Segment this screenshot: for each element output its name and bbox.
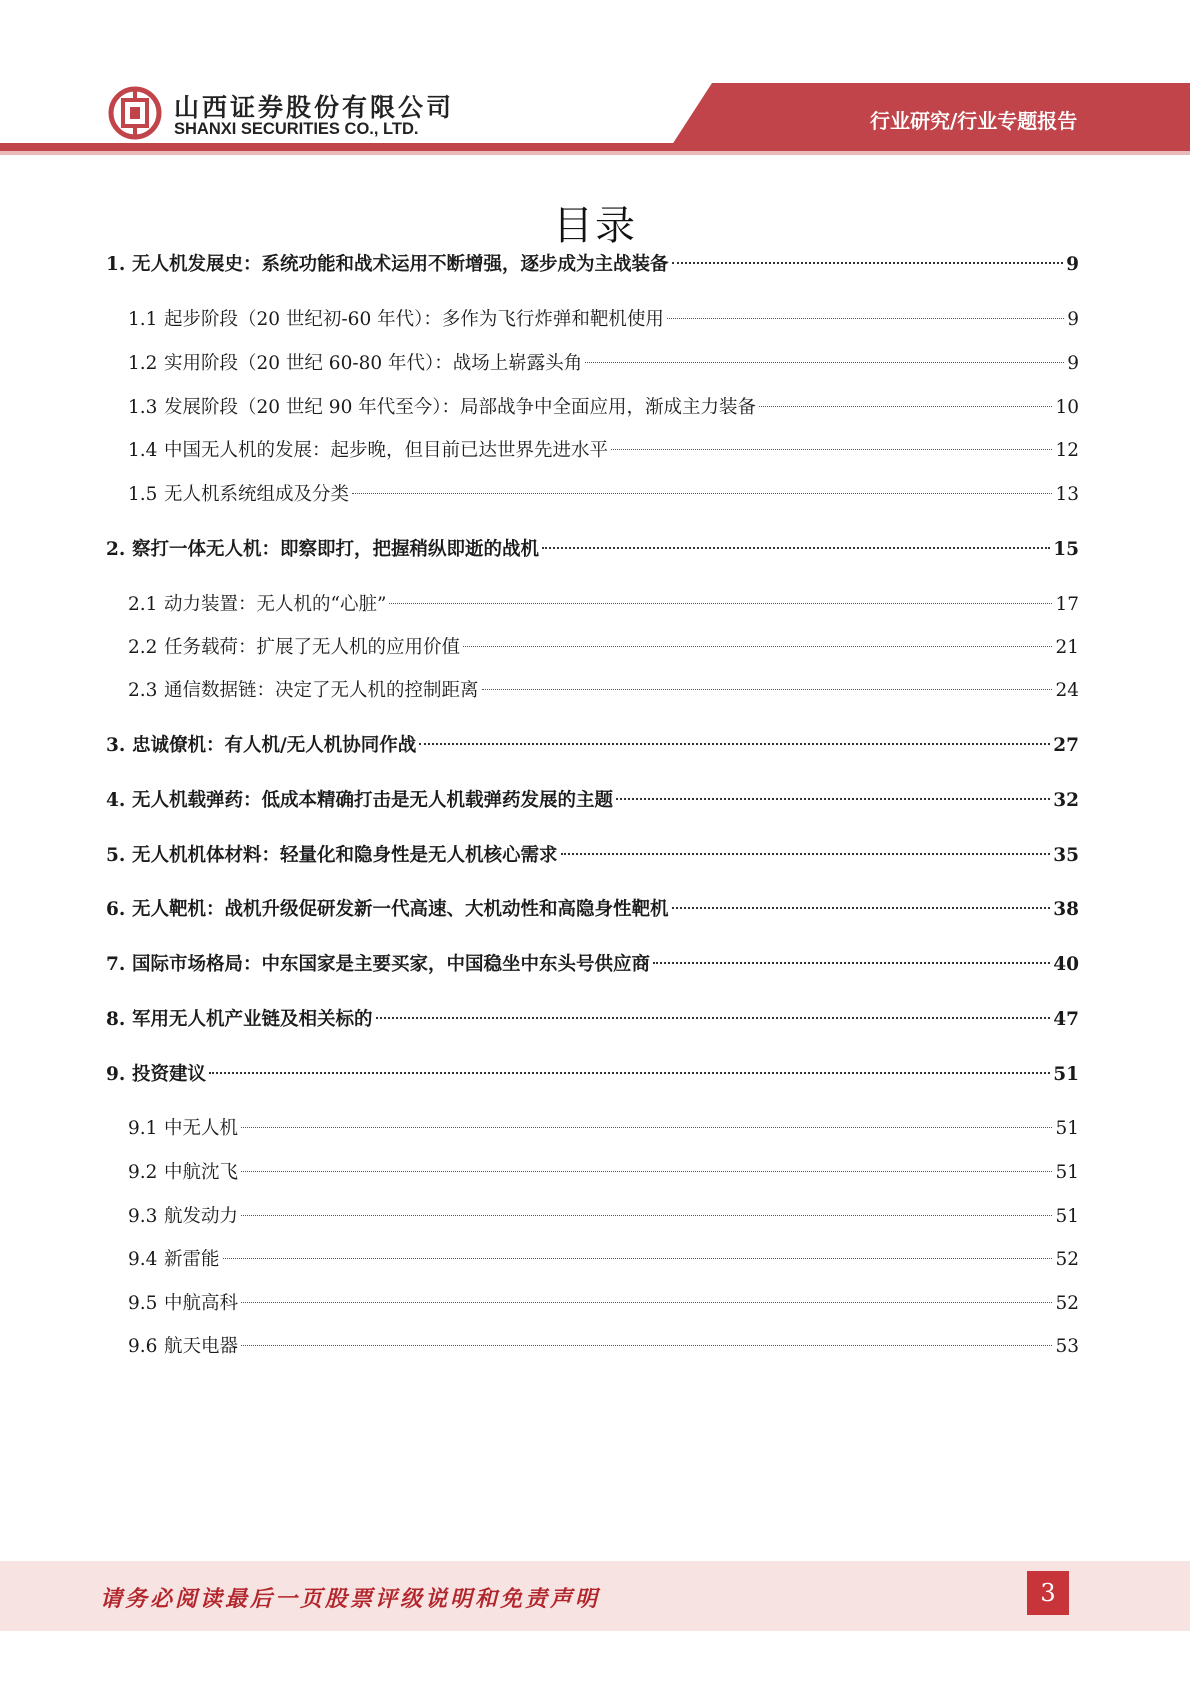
toc-entry-page: 38 [1053, 899, 1079, 920]
toc-section-row[interactable] [128, 1332, 1079, 1362]
toc-dot-leader [759, 405, 1052, 407]
toc-dot-leader [653, 961, 1050, 964]
toc-entry-number: 1.2 [128, 353, 158, 374]
toc-dot-leader [389, 602, 1052, 604]
toc-chapter-row[interactable] [106, 895, 1079, 925]
toc-entry-page: 52 [1055, 1293, 1079, 1314]
toc-entry-number: 2.2 [128, 637, 158, 658]
toc-dot-leader [611, 448, 1052, 450]
toc-section-row[interactable] [128, 349, 1079, 379]
toc-section-row[interactable] [128, 436, 1079, 466]
toc-dot-leader [667, 317, 1064, 319]
toc-entry-title: 无人机机体材料：轻量化和隐身性是无人机核心需求 [132, 845, 558, 866]
page-title: 目录 [553, 203, 637, 249]
toc-chapter-row[interactable] [106, 841, 1079, 871]
report-type-label: 行业研究/行业专题报告 [870, 109, 1078, 133]
toc-entry-title: 中航高科 [164, 1293, 239, 1314]
toc-entry-page: 17 [1055, 594, 1079, 615]
toc-chapter-row[interactable] [106, 731, 1079, 761]
toc-chapter-row[interactable] [106, 250, 1079, 280]
toc-entry-page: 24 [1055, 680, 1079, 701]
toc-entry-number: 9.3 [128, 1206, 158, 1227]
toc-entry-page: 51 [1053, 1064, 1079, 1085]
toc-dot-leader [241, 1344, 1052, 1346]
toc-entry-title: 无人机系统组成及分类 [164, 484, 350, 505]
toc-entry-page: 35 [1053, 845, 1079, 866]
toc-section-row[interactable] [128, 1245, 1079, 1275]
toc-entry-number: 1.4 [128, 440, 158, 461]
toc-dot-leader [463, 645, 1052, 647]
toc-entry-page: 51 [1055, 1118, 1079, 1139]
toc-entry-number: 9.5 [128, 1293, 158, 1314]
toc-section-row[interactable] [128, 1202, 1079, 1232]
toc-entry-page: 40 [1053, 954, 1079, 975]
toc-chapter-row[interactable] [106, 786, 1079, 816]
toc-dot-leader [561, 852, 1051, 855]
toc-entry-number: 4. [106, 790, 126, 811]
toc-entry-page: 32 [1053, 790, 1079, 811]
toc-entry-title: 实用阶段（20 世纪 60-80 年代）：战场上崭露头角 [164, 353, 583, 374]
toc-entry-number: 9.6 [128, 1336, 158, 1357]
toc-dot-leader [419, 742, 1050, 745]
toc-dot-leader [672, 261, 1064, 264]
toc-section-row[interactable] [128, 633, 1079, 663]
toc-entry-number: 2. [106, 539, 126, 560]
page-number: 3 [1027, 1571, 1069, 1615]
toc-entry-title: 忠诚僚机：有人机/无人机协同作战 [132, 735, 417, 756]
toc-entry-page: 51 [1055, 1162, 1079, 1183]
toc-entry-page: 13 [1055, 484, 1079, 505]
toc-entry-title: 起步阶段（20 世纪初-60 年代）：多作为飞行炸弹和靶机使用 [164, 309, 664, 330]
toc-entry-page: 10 [1055, 397, 1079, 418]
toc-dot-leader [241, 1214, 1052, 1216]
toc-entry-page: 52 [1055, 1249, 1079, 1270]
header-band [0, 0, 1190, 165]
toc-entry-title: 任务载荷：扩展了无人机的应用价值 [164, 637, 461, 658]
toc-entry-number: 9.4 [128, 1249, 158, 1270]
toc-entry-title: 国际市场格局：中东国家是主要买家，中国稳坐中东头号供应商 [132, 954, 651, 975]
page-header [0, 0, 1190, 165]
toc-dot-leader [585, 361, 1064, 363]
toc-entry-number: 2.1 [128, 594, 158, 615]
toc-entry-title: 无人靶机：战机升级促研发新一代高速、大机动性和高隐身性靶机 [132, 899, 669, 920]
toc-section-row[interactable] [128, 590, 1079, 620]
toc-dot-leader [672, 906, 1051, 909]
toc-entry-title: 无人机发展史：系统功能和战术运用不断增强，逐步成为主战装备 [132, 254, 669, 275]
toc-section-row[interactable] [128, 305, 1079, 335]
toc-entry-page: 9 [1067, 353, 1079, 374]
company-name-en: SHANXI SECURITIES CO., LTD. [174, 120, 419, 138]
disclaimer-note: 请务必阅读最后一页股票评级说明和免责声明 [100, 1586, 601, 1612]
toc-entry-number: 8. [106, 1009, 126, 1030]
toc-entry-title: 动力装置：无人机的“心脏” [164, 594, 387, 615]
toc-dot-leader [376, 1016, 1051, 1019]
toc-entry-title: 无人机载弹药：低成本精确打击是无人机载弹药发展的主题 [132, 790, 614, 811]
toc-entry-page: 12 [1055, 440, 1079, 461]
toc-dot-leader [209, 1071, 1050, 1074]
toc-entry-title: 中无人机 [164, 1118, 239, 1139]
toc-entry-title: 通信数据链：决定了无人机的控制距离 [164, 680, 479, 701]
toc-dot-leader [542, 546, 1050, 549]
toc-chapter-row[interactable] [106, 950, 1079, 980]
toc-entry-number: 1.3 [128, 397, 158, 418]
toc-chapter-row[interactable] [106, 535, 1079, 565]
toc-entry-number: 1.5 [128, 484, 158, 505]
toc-entry-number: 2.3 [128, 680, 158, 701]
toc-dot-leader [223, 1257, 1053, 1259]
toc-entry-page: 53 [1055, 1336, 1079, 1357]
toc-entry-page: 9 [1066, 254, 1079, 275]
toc-dot-leader [352, 492, 1052, 494]
toc-entry-number: 1.1 [128, 309, 158, 330]
toc-section-row[interactable] [128, 1289, 1079, 1319]
toc-entry-page: 15 [1053, 539, 1079, 560]
toc-entry-page: 47 [1053, 1009, 1079, 1030]
toc-section-row[interactable] [128, 1114, 1079, 1144]
toc-dot-leader [241, 1170, 1052, 1172]
toc-entry-title: 航天电器 [164, 1336, 239, 1357]
shanxi-securities-logo-icon [108, 86, 162, 140]
toc-dot-leader [482, 688, 1053, 690]
toc-entry-number: 3. [106, 735, 126, 756]
toc-entry-page: 21 [1055, 637, 1079, 658]
toc-entry-number: 9.2 [128, 1162, 158, 1183]
toc-dot-leader [241, 1126, 1052, 1128]
toc-entry-title: 军用无人机产业链及相关标的 [132, 1009, 373, 1030]
toc-dot-leader [616, 797, 1050, 800]
toc-entry-title: 中航沈飞 [164, 1162, 239, 1183]
toc-section-row[interactable] [128, 393, 1079, 423]
toc-section-row[interactable] [128, 480, 1079, 510]
toc-entry-title: 航发动力 [164, 1206, 239, 1227]
toc-section-row[interactable] [128, 1158, 1079, 1188]
toc-entry-page: 9 [1067, 309, 1079, 330]
toc-entry-number: 9.1 [128, 1118, 158, 1139]
toc-entry-title: 新雷能 [164, 1249, 220, 1270]
company-name-cn: 山西证券股份有限公司 [174, 93, 455, 122]
toc-section-row[interactable] [128, 676, 1079, 706]
toc-entry-title: 投资建议 [132, 1064, 207, 1085]
toc-entry-number: 6. [106, 899, 126, 920]
toc-entry-title: 中国无人机的发展：起步晚，但目前已达世界先进水平 [164, 440, 609, 461]
toc-entry-number: 7. [106, 954, 126, 975]
toc-entry-title: 发展阶段（20 世纪 90 年代至今）：局部战争中全面应用，渐成主力装备 [164, 397, 756, 418]
toc-entry-number: 9. [106, 1064, 126, 1085]
toc-entry-number: 1. [106, 254, 126, 275]
toc-entry-page: 51 [1055, 1206, 1079, 1227]
toc-entry-number: 5. [106, 845, 126, 866]
toc-entry-title: 察打一体无人机：即察即打，把握稍纵即逝的战机 [132, 539, 540, 560]
toc-entry-page: 27 [1053, 735, 1079, 756]
toc-chapter-row[interactable] [106, 1060, 1079, 1090]
toc-dot-leader [241, 1301, 1052, 1303]
toc-chapter-row[interactable] [106, 1005, 1079, 1035]
